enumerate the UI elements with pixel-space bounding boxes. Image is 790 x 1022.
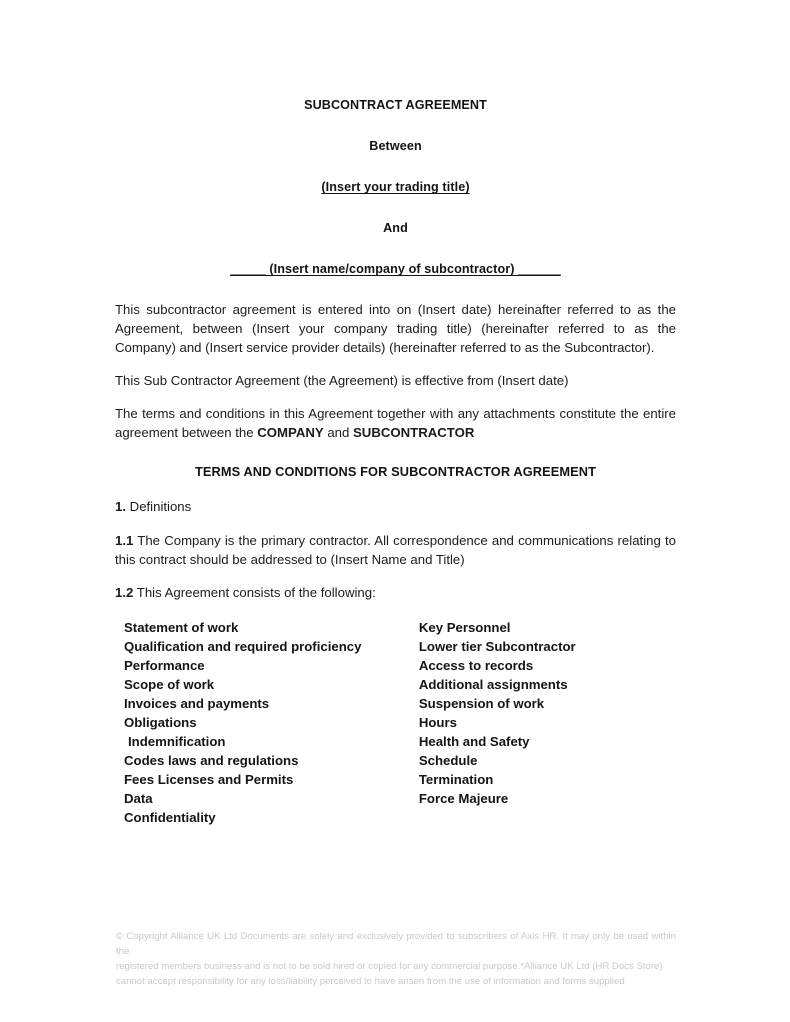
list-item: Scope of work	[124, 676, 215, 692]
list-item: Qualification and required proficiency	[124, 638, 362, 654]
list-item: Confidentiality	[124, 809, 216, 825]
list-item: Force Majeure	[418, 790, 509, 806]
title-block	[115, 98, 676, 278]
subcontractor-term: SUBCONTRACTOR	[353, 425, 475, 441]
clause-1-2-text: This Agreement consists of the following:	[133, 584, 376, 600]
list-item: Hours	[418, 714, 457, 730]
list-item: Invoices and payments	[124, 695, 270, 711]
list-item: Statement of work	[124, 619, 239, 635]
list-item: Obligations	[124, 714, 197, 730]
entire-agreement-paragraph	[115, 404, 676, 442]
party-two-placeholder: _____ (Insert name/company of subcontractor) ______	[230, 262, 561, 277]
entire-agreement-text-2: and	[323, 425, 354, 441]
footer-line-2: registered members business and is not to be sold hired or copied for any commercial purpose.*Alliance UK Ltd (HR Docs Store)	[116, 960, 663, 972]
list-item: Additional assignments	[418, 676, 568, 692]
copyright-footer	[116, 930, 676, 989]
party-separator-between: Between	[369, 139, 422, 154]
clause-1-1-text: The Company is the primary contractor. All correspondence and communications relating to this contract should be addressed to (Insert Name and Title)	[115, 532, 676, 567]
list-item: Codes laws and regulations	[124, 752, 299, 768]
list-item: Indemnification	[128, 733, 226, 749]
contents-right-column	[410, 618, 676, 827]
party-one-placeholder: (Insert your trading title)	[321, 180, 470, 195]
agreement-contents-list	[115, 618, 676, 827]
list-item: Access to records	[418, 657, 534, 673]
contents-left-column	[115, 618, 410, 827]
document-title: SUBCONTRACT AGREEMENT	[304, 98, 487, 112]
list-item: Data	[124, 790, 153, 806]
company-term: COMPANY	[257, 425, 324, 441]
party-separator-and: And	[383, 221, 408, 236]
clause-1-text: Definitions	[126, 499, 192, 515]
clause-1-2-number: 1.2	[115, 584, 134, 600]
entire-agreement-text-1: The terms and conditions in this Agreement together with any attachments constitute the entire agreement between the	[115, 406, 676, 441]
clause-1-1-number: 1.1	[115, 532, 134, 548]
list-item: Termination	[418, 771, 494, 787]
list-item: Suspension of work	[418, 695, 545, 711]
list-item: Schedule	[418, 752, 478, 768]
document-content	[115, 98, 676, 827]
terms-section-heading: TERMS AND CONDITIONS FOR SUBCONTRACTOR AGREEMENT	[194, 464, 597, 480]
footer-line-1: © Copyright Alliance UK Ltd Documents are solely and exclusively provided to subscribers of Axis HR. It may only be used within the	[116, 931, 676, 957]
list-item: Health and Safety	[418, 733, 530, 749]
list-item: Lower tier Subcontractor	[418, 638, 576, 654]
intro-paragraph: This subcontractor agreement is entered into on (Insert date) hereinafter referred to as the Agreement, between (Insert your company trading title) (hereinafter referred to as the Company) and (Insert service provider details) (hereinafter referred to as the Subcontractor).	[115, 301, 676, 355]
effective-date-paragraph: This Sub Contractor Agreement (the Agreement) is effective from (Insert date)	[115, 372, 569, 388]
clause-1-definitions	[115, 497, 676, 516]
list-item: Performance	[124, 657, 205, 673]
clause-1-2	[115, 583, 676, 602]
clause-1-1	[115, 531, 676, 569]
list-item: Fees Licenses and Permits	[124, 771, 294, 787]
clause-1-number: 1.	[115, 499, 126, 515]
list-item: Key Personnel	[418, 619, 511, 635]
footer-line-3: cannot accept responsibility for any loss/liability perceived to have arisen from the use of information and forms supplied	[116, 975, 625, 987]
